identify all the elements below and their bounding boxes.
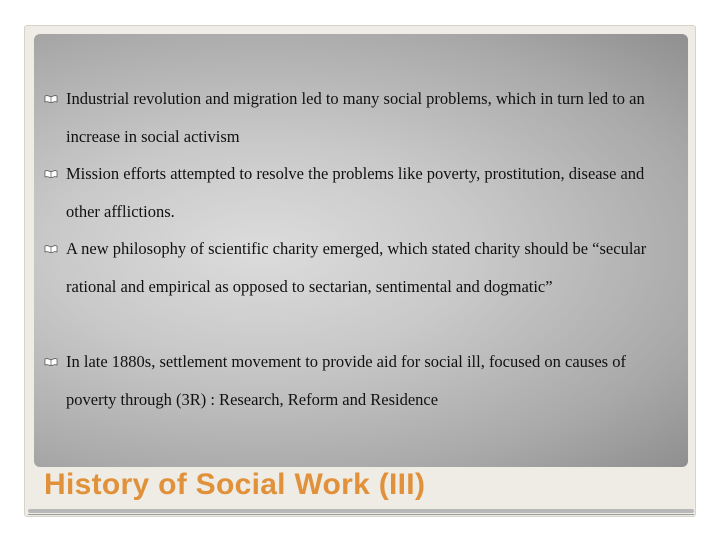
book-bullet-icon xyxy=(44,358,58,366)
bullet-item xyxy=(44,230,674,305)
title-underline xyxy=(28,509,694,513)
bullet-item xyxy=(44,155,674,230)
bullet-text: In late 1880s, settlement movement to provide aid for social ill, focused on causes of poverty through (3R) : Research, Reform and Residence xyxy=(66,352,626,409)
book-bullet-icon xyxy=(44,245,58,253)
bullet-text: Mission efforts attempted to resolve the problems like poverty, prostitution, disease and other afflictions. xyxy=(66,164,645,221)
bullet-text: Industrial revolution and migration led to many social problems, which in turn led to an increase in social activism xyxy=(66,89,645,146)
bullet-text: A new philosophy of scientific charity emerged, which stated charity should be “secular rational and empirical as opposed to sectarian, sentimental and dogmatic” xyxy=(66,239,647,296)
bullet-item xyxy=(44,80,674,155)
title-underline-shadow xyxy=(28,514,694,515)
bullet-item xyxy=(44,343,674,418)
book-bullet-icon xyxy=(44,95,58,103)
book-bullet-icon xyxy=(44,170,58,178)
slide-title: History of Social Work (III) xyxy=(44,468,426,501)
